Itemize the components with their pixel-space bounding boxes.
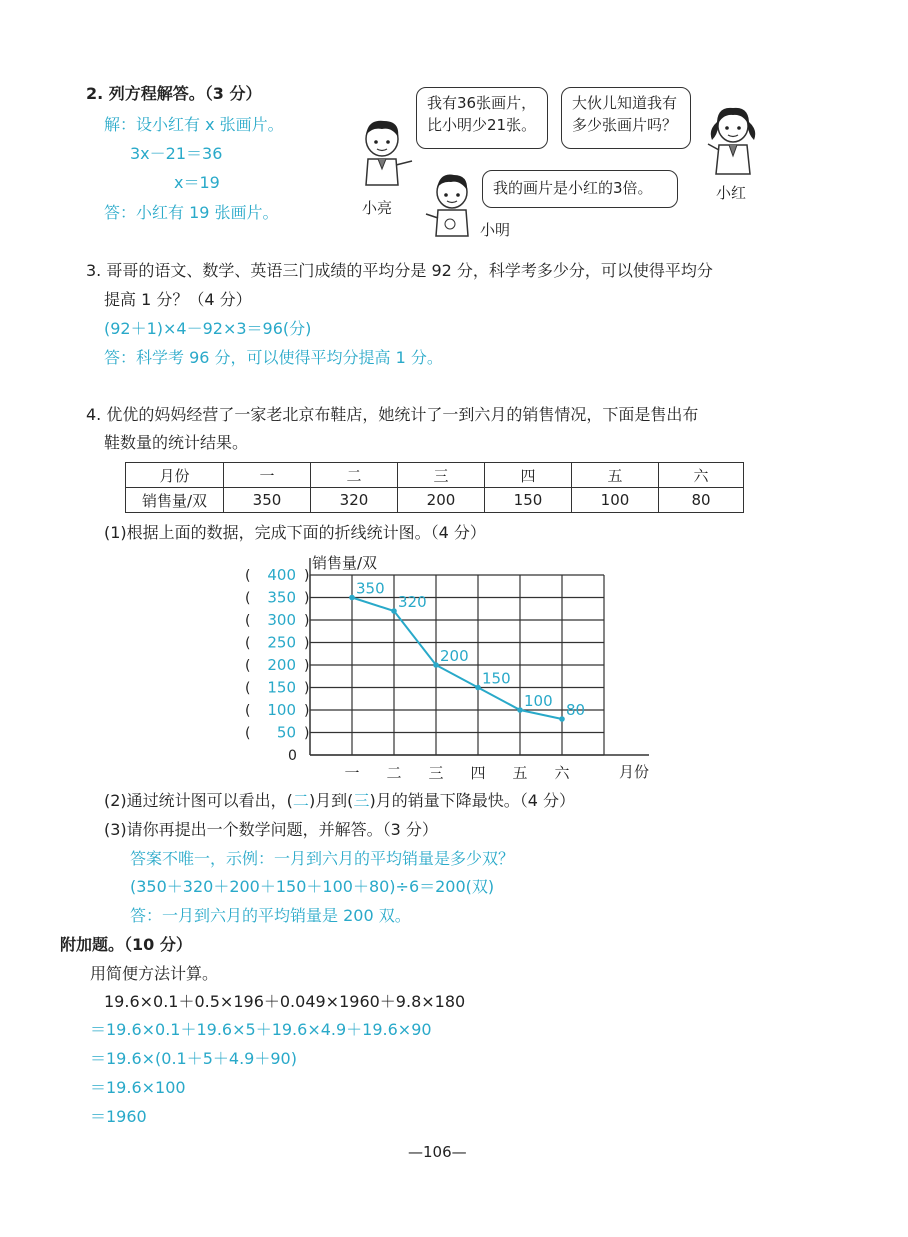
y-tick-label: 200 <box>267 656 296 674</box>
data-point <box>517 707 523 713</box>
y-tick-bracket-open: ( <box>245 680 251 697</box>
part2-prefix: (2)通过统计图可以看出，( <box>104 791 293 810</box>
bubble-line: 比小明少21张。 <box>427 116 537 134</box>
q4-answer3-question: 答案不唯一，示例：一月到六月的平均销量是多少双？ <box>130 849 515 868</box>
name-xiaohong: 小红 <box>716 184 747 202</box>
x-tick-label: 一 <box>344 764 360 782</box>
y-tick-bracket-open: ( <box>245 613 251 629</box>
y-tick-label: 150 <box>267 678 296 697</box>
y-tick-bracket-close: ) <box>304 590 310 607</box>
y-tick-bracket-open: ( <box>245 725 251 742</box>
y-tick-bracket-close: ) <box>304 635 310 652</box>
table-row <box>126 463 744 488</box>
name-xiaoming: 小明 <box>480 221 511 239</box>
y-tick-bracket-open: ( <box>245 590 251 607</box>
y-tick-bracket-close: ) <box>304 703 310 719</box>
data-point <box>391 608 397 614</box>
name-xiaoliang: 小亮 <box>362 199 393 217</box>
y-tick-bracket-close: ) <box>304 680 310 697</box>
q4-answer3-calc: (350＋320＋200＋150＋100＋80)÷6＝200(双) <box>130 877 495 896</box>
speech-bubble-xiaoliang <box>416 87 548 149</box>
data-label: 200 <box>440 647 469 665</box>
q4-part1: (1)根据上面的数据，完成下面的折线统计图。（4 分） <box>104 523 486 542</box>
data-label: 80 <box>566 701 586 719</box>
q3-answer-calc: (92＋1)×4－92×3＝96(分) <box>104 319 312 338</box>
y-tick-label: 400 <box>267 566 296 584</box>
bonus-step4: ＝1960 <box>90 1107 147 1126</box>
x-tick-label: 五 <box>512 764 528 782</box>
data-label: 100 <box>524 692 553 710</box>
bubble-line: 多少张画片吗？ <box>572 116 678 134</box>
sales-table <box>125 462 744 513</box>
part2-suffix: )月的销量下降最快。（4 分） <box>369 791 575 810</box>
q3-title-line1: 3. 哥哥的语文、数学、英语三门成绩的平均分是 92 分，科学考多少分，可以使得平均分 <box>86 261 713 280</box>
speech-bubble-xiaoming <box>482 170 678 208</box>
x-tick-label: 六 <box>554 764 570 782</box>
table-header-cell: 四 <box>485 463 572 488</box>
xiaohong-figure-icon <box>702 100 764 182</box>
q2-answer-eq1: 3x－21＝36 <box>130 144 223 163</box>
y-tick-bracket-close: ) <box>304 568 310 584</box>
y-tick-bracket-open: ( <box>245 568 251 584</box>
bubble-line: 大伙儿知道我有 <box>572 94 678 112</box>
q2-title: 2. 列方程解答。（3 分） <box>86 84 262 103</box>
q2-answer-eq2: x＝19 <box>174 173 220 192</box>
data-label: 350 <box>356 579 385 598</box>
y-tick-label: 350 <box>267 588 296 607</box>
table-cell: 150 <box>485 488 572 513</box>
q4-answer3-final: 答：一月到六月的平均销量是 200 双。 <box>130 906 411 925</box>
table-header-cell: 月份 <box>126 463 224 488</box>
q2-answer-setup: 解：设小红有 x 张画片。 <box>104 115 284 134</box>
x-axis-title: 月份 <box>619 763 650 781</box>
y-tick-label: 250 <box>267 633 296 652</box>
y-tick-bracket-close: ) <box>304 725 310 742</box>
y-tick-bracket-close: ) <box>304 613 310 629</box>
bonus-title: 附加题。（10 分） <box>60 935 192 954</box>
part2-answer-blank2: 三 <box>353 791 370 810</box>
q3-answer-final: 答：科学考 96 分，可以使得平均分提高 1 分。 <box>104 348 443 367</box>
table-cell: 350 <box>224 488 311 513</box>
x-tick-label: 三 <box>428 764 444 782</box>
data-point <box>475 685 481 691</box>
table-cell: 80 <box>659 488 744 513</box>
data-point <box>433 662 439 668</box>
q4-part2 <box>104 791 575 811</box>
table-header-cell: 一 <box>224 463 311 488</box>
bonus-step1: ＝19.6×0.1＋19.6×5＋19.6×4.9＋19.6×90 <box>90 1020 432 1039</box>
data-label: 150 <box>482 669 511 688</box>
q4-title-line2: 鞋数量的统计结果。 <box>104 433 249 452</box>
bonus-step3: ＝19.6×100 <box>90 1078 186 1097</box>
x-tick-label: 二 <box>386 764 402 782</box>
data-point <box>559 716 565 722</box>
table-cell: 100 <box>572 488 659 513</box>
data-label: 320 <box>398 593 427 611</box>
y-tick-label: 100 <box>267 701 296 719</box>
table-cell: 销售量/双 <box>126 488 224 513</box>
q4-title-line1: 4. 优优的妈妈经营了一家老北京布鞋店，她统计了一到六月的销售情况，下面是售出布 <box>86 405 699 424</box>
xiaoming-figure-icon <box>424 170 480 242</box>
q4-part3: (3)请你再提出一个数学问题，并解答。（3 分） <box>104 820 438 839</box>
part2-mid: )月到( <box>308 791 354 810</box>
bubble-line: 我的画片是小红的3倍。 <box>493 179 653 197</box>
xiaoliang-figure-icon <box>354 115 414 195</box>
table-cell: 320 <box>311 488 398 513</box>
data-point <box>349 595 355 601</box>
bonus-step2: ＝19.6×(0.1＋5＋4.9＋90) <box>90 1049 297 1068</box>
table-header-cell: 五 <box>572 463 659 488</box>
q2-answer-final: 答：小红有 19 张画片。 <box>104 203 279 222</box>
page-number: —106— <box>408 1143 467 1161</box>
bonus-instruction: 用简便方法计算。 <box>90 964 219 983</box>
table-row <box>126 488 744 513</box>
q3-title-line2: 提高 1 分？（4 分） <box>104 290 252 309</box>
y-tick-zero: 0 <box>288 748 297 764</box>
part2-answer-blank1: 二 <box>292 791 309 810</box>
y-tick-bracket-open: ( <box>245 635 251 652</box>
table-header-cell: 六 <box>659 463 744 488</box>
y-tick-bracket-close: ) <box>304 658 310 674</box>
y-tick-label: 50 <box>276 723 296 742</box>
table-header-cell: 二 <box>311 463 398 488</box>
table-header-cell: 三 <box>398 463 485 488</box>
speech-bubble-xiaohong <box>561 87 691 149</box>
x-tick-label: 四 <box>470 764 486 782</box>
y-tick-label: 300 <box>267 611 296 629</box>
bubble-line: 我有36张画片， <box>427 94 537 112</box>
y-axis-title: 销售量/双 <box>312 554 378 572</box>
table-cell: 200 <box>398 488 485 513</box>
y-tick-bracket-open: ( <box>245 703 251 719</box>
sales-line-chart <box>230 550 660 790</box>
y-tick-bracket-open: ( <box>245 658 251 674</box>
bonus-expression: 19.6×0.1＋0.5×196＋0.049×1960＋9.8×180 <box>104 992 466 1011</box>
